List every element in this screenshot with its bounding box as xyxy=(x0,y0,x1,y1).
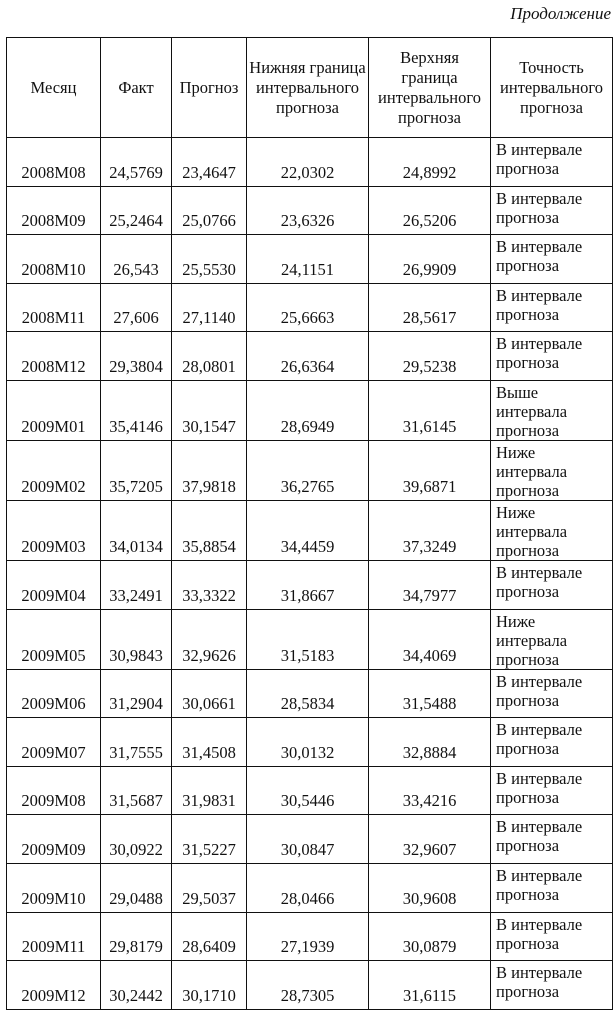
cell-fact: 30,2442 xyxy=(101,961,172,1010)
cell-accuracy: В интервале прогноза xyxy=(491,815,613,864)
cell-forecast: 28,0801 xyxy=(172,332,247,381)
column-header-upper-bound: Верхняя граница интервального прогноза xyxy=(369,38,491,138)
cell-accuracy: В интервале прогноза xyxy=(491,235,613,284)
table-row xyxy=(7,609,613,669)
cell-upper-bound: 32,9607 xyxy=(369,815,491,864)
cell-accuracy: Ниже интервала прогноза xyxy=(491,609,613,669)
table-row xyxy=(7,766,613,815)
cell-fact: 30,0922 xyxy=(101,815,172,864)
cell-lower-bound: 30,5446 xyxy=(247,766,369,815)
cell-accuracy: В интервале прогноза xyxy=(491,332,613,381)
cell-fact: 33,2491 xyxy=(101,560,172,609)
cell-upper-bound: 39,6871 xyxy=(369,440,491,500)
cell-month: 2009M06 xyxy=(7,669,101,718)
cell-upper-bound: 30,0879 xyxy=(369,912,491,961)
cell-upper-bound: 28,5617 xyxy=(369,283,491,332)
cell-lower-bound: 28,7305 xyxy=(247,961,369,1010)
cell-forecast: 23,4647 xyxy=(172,138,247,187)
cell-forecast: 31,4508 xyxy=(172,718,247,767)
table-row xyxy=(7,863,613,912)
table-row xyxy=(7,718,613,767)
cell-accuracy: Ниже интервала прогноза xyxy=(491,440,613,500)
cell-lower-bound: 31,5183 xyxy=(247,609,369,669)
column-header-forecast: Прогноз xyxy=(172,38,247,138)
cell-upper-bound: 26,9909 xyxy=(369,235,491,284)
cell-accuracy: Ниже интервала прогноза xyxy=(491,500,613,560)
cell-lower-bound: 28,5834 xyxy=(247,669,369,718)
cell-accuracy: В интервале прогноза xyxy=(491,766,613,815)
cell-month: 2009M12 xyxy=(7,961,101,1010)
cell-forecast: 32,9626 xyxy=(172,609,247,669)
table-row xyxy=(7,961,613,1010)
forecast-table xyxy=(6,37,613,1010)
cell-upper-bound: 26,5206 xyxy=(369,186,491,235)
cell-lower-bound: 31,8667 xyxy=(247,560,369,609)
cell-accuracy: В интервале прогноза xyxy=(491,718,613,767)
cell-month: 2009M01 xyxy=(7,380,101,440)
cell-month: 2009M10 xyxy=(7,863,101,912)
cell-month: 2009M08 xyxy=(7,766,101,815)
cell-upper-bound: 31,6145 xyxy=(369,380,491,440)
cell-upper-bound: 31,5488 xyxy=(369,669,491,718)
table-row xyxy=(7,380,613,440)
cell-accuracy: В интервале прогноза xyxy=(491,283,613,332)
cell-fact: 27,606 xyxy=(101,283,172,332)
cell-month: 2009M04 xyxy=(7,560,101,609)
column-header-month: Месяц xyxy=(7,38,101,138)
table-row xyxy=(7,440,613,500)
cell-fact: 30,9843 xyxy=(101,609,172,669)
cell-month: 2008M09 xyxy=(7,186,101,235)
cell-lower-bound: 28,0466 xyxy=(247,863,369,912)
table-header-row xyxy=(7,38,613,138)
cell-forecast: 27,1140 xyxy=(172,283,247,332)
table-row xyxy=(7,283,613,332)
table-row xyxy=(7,912,613,961)
cell-lower-bound: 28,6949 xyxy=(247,380,369,440)
cell-lower-bound: 30,0847 xyxy=(247,815,369,864)
cell-month: 2008M10 xyxy=(7,235,101,284)
cell-month: 2009M02 xyxy=(7,440,101,500)
cell-lower-bound: 26,6364 xyxy=(247,332,369,381)
cell-lower-bound: 36,2765 xyxy=(247,440,369,500)
cell-month: 2008M11 xyxy=(7,283,101,332)
cell-upper-bound: 24,8992 xyxy=(369,138,491,187)
column-header-fact: Факт xyxy=(101,38,172,138)
column-header-lower-bound: Нижняя граница интервального прогноза xyxy=(247,38,369,138)
cell-accuracy: В интервале прогноза xyxy=(491,560,613,609)
cell-fact: 34,0134 xyxy=(101,500,172,560)
cell-forecast: 33,3322 xyxy=(172,560,247,609)
cell-forecast: 30,0661 xyxy=(172,669,247,718)
cell-accuracy: Выше интервала прогноза xyxy=(491,380,613,440)
cell-forecast: 29,5037 xyxy=(172,863,247,912)
cell-lower-bound: 30,0132 xyxy=(247,718,369,767)
table-row xyxy=(7,815,613,864)
cell-accuracy: В интервале прогноза xyxy=(491,863,613,912)
cell-forecast: 25,5530 xyxy=(172,235,247,284)
cell-fact: 24,5769 xyxy=(101,138,172,187)
table-row xyxy=(7,560,613,609)
cell-fact: 35,4146 xyxy=(101,380,172,440)
cell-forecast: 30,1710 xyxy=(172,961,247,1010)
cell-lower-bound: 24,1151 xyxy=(247,235,369,284)
cell-forecast: 35,8854 xyxy=(172,500,247,560)
cell-upper-bound: 32,8884 xyxy=(369,718,491,767)
cell-forecast: 28,6409 xyxy=(172,912,247,961)
cell-month: 2009M03 xyxy=(7,500,101,560)
cell-upper-bound: 29,5238 xyxy=(369,332,491,381)
cell-month: 2008M08 xyxy=(7,138,101,187)
table-row xyxy=(7,138,613,187)
cell-accuracy: В интервале прогноза xyxy=(491,961,613,1010)
cell-upper-bound: 33,4216 xyxy=(369,766,491,815)
cell-lower-bound: 25,6663 xyxy=(247,283,369,332)
table-row xyxy=(7,186,613,235)
cell-accuracy: В интервале прогноза xyxy=(491,912,613,961)
cell-forecast: 31,9831 xyxy=(172,766,247,815)
cell-forecast: 31,5227 xyxy=(172,815,247,864)
cell-upper-bound: 30,9608 xyxy=(369,863,491,912)
cell-upper-bound: 34,7977 xyxy=(369,560,491,609)
cell-accuracy: В интервале прогноза xyxy=(491,669,613,718)
cell-month: 2009M07 xyxy=(7,718,101,767)
column-header-accuracy: Точность интервального прогноза xyxy=(491,38,613,138)
cell-fact: 25,2464 xyxy=(101,186,172,235)
cell-fact: 31,7555 xyxy=(101,718,172,767)
continuation-label: Продолжение xyxy=(510,4,611,23)
table-row xyxy=(7,332,613,381)
cell-forecast: 25,0766 xyxy=(172,186,247,235)
table-row xyxy=(7,669,613,718)
cell-lower-bound: 22,0302 xyxy=(247,138,369,187)
cell-fact: 26,543 xyxy=(101,235,172,284)
cell-fact: 31,2904 xyxy=(101,669,172,718)
table-row xyxy=(7,500,613,560)
table-row xyxy=(7,235,613,284)
cell-accuracy: В интервале прогноза xyxy=(491,138,613,187)
cell-fact: 29,8179 xyxy=(101,912,172,961)
cell-fact: 35,7205 xyxy=(101,440,172,500)
cell-month: 2009M11 xyxy=(7,912,101,961)
cell-lower-bound: 27,1939 xyxy=(247,912,369,961)
cell-upper-bound: 31,6115 xyxy=(369,961,491,1010)
cell-upper-bound: 34,4069 xyxy=(369,609,491,669)
cell-fact: 29,3804 xyxy=(101,332,172,381)
cell-forecast: 37,9818 xyxy=(172,440,247,500)
cell-month: 2009M05 xyxy=(7,609,101,669)
cell-fact: 31,5687 xyxy=(101,766,172,815)
cell-fact: 29,0488 xyxy=(101,863,172,912)
cell-upper-bound: 37,3249 xyxy=(369,500,491,560)
cell-lower-bound: 34,4459 xyxy=(247,500,369,560)
cell-month: 2009M09 xyxy=(7,815,101,864)
cell-accuracy: В интервале прогноза xyxy=(491,186,613,235)
cell-month: 2008M12 xyxy=(7,332,101,381)
cell-lower-bound: 23,6326 xyxy=(247,186,369,235)
cell-forecast: 30,1547 xyxy=(172,380,247,440)
